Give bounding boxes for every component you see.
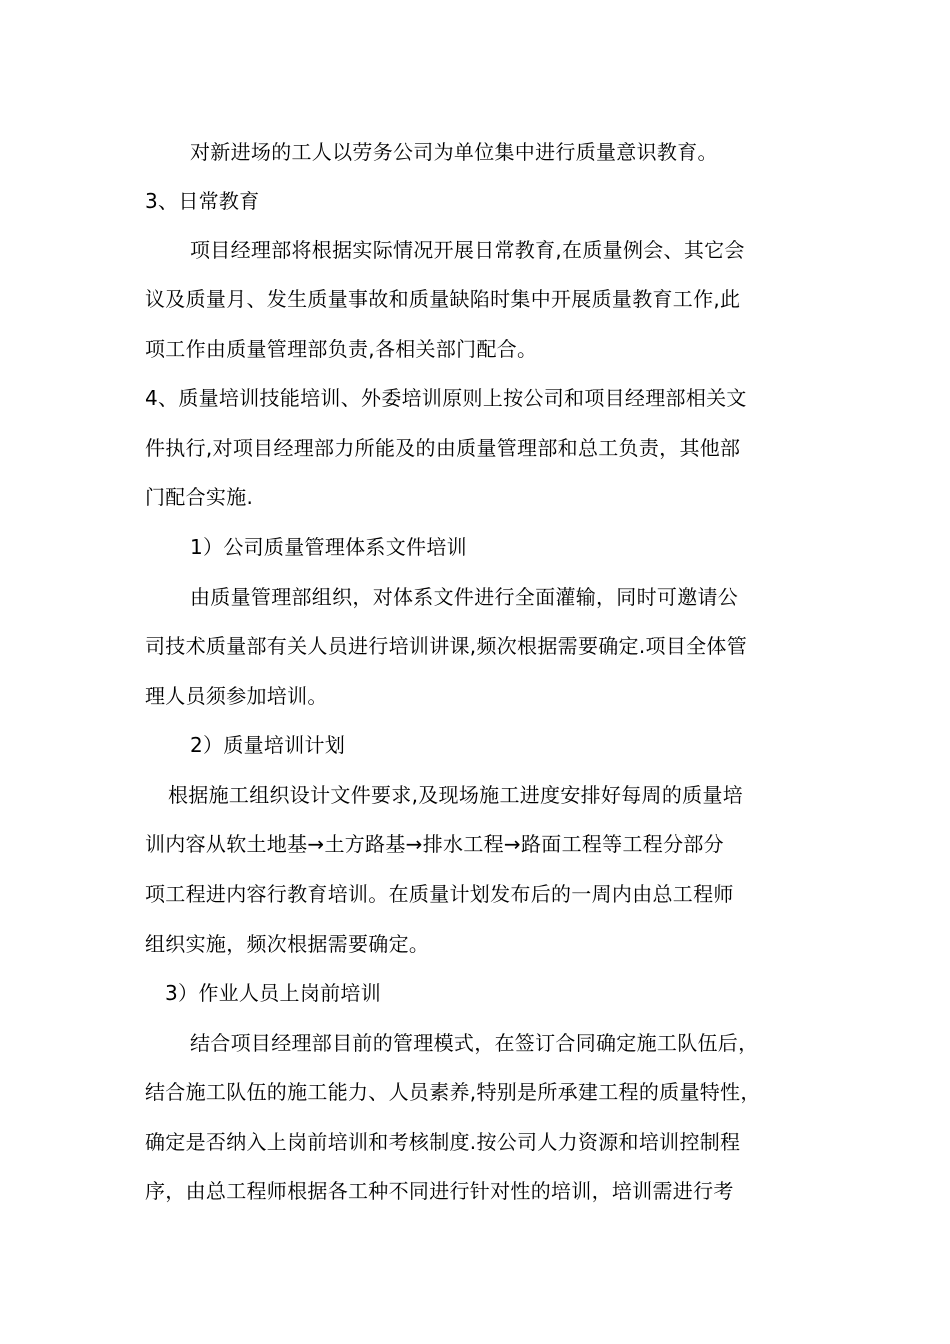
paragraph-line: 理人员须参加培训。	[145, 684, 328, 708]
paragraph-line: 结合项目经理部目前的管理模式，在签订合同确定施工队伍后，	[190, 1031, 759, 1055]
paragraph-line: 训内容从软土地基→土方路基→排水工程→路面工程等工程分部分	[145, 832, 724, 856]
paragraph-line: 对新进场的工人以劳务公司为单位集中进行质量意识教育。	[190, 140, 718, 164]
subsection-heading: 3）作业人员上岗前培训	[165, 981, 382, 1005]
paragraph-line: 组织实施，频次根据需要确定。	[145, 932, 430, 956]
paragraph-line: 项工程进内容行教育培训。在质量计划发布后的一周内由总工程师	[145, 882, 734, 906]
paragraph-line: 项工作由质量管理部负责,各相关部门配合。	[145, 337, 538, 361]
paragraph-line: 项目经理部将根据实际情况开展日常教育,在质量例会、其它会	[190, 238, 745, 262]
paragraph-line: 结合施工队伍的施工能力、人员素养,特别是所承建工程的质量特性，	[145, 1080, 761, 1104]
paragraph-line: 确定是否纳入上岗前培训和考核制度.按公司人力资源和培训控制程	[145, 1130, 741, 1154]
paragraph-line: 议及质量月、发生质量事故和质量缺陷时集中开展质量教育工作,此	[145, 287, 741, 311]
paragraph-line: 根据施工组织设计文件要求,及现场施工进度安排好每周的质量培	[168, 783, 744, 807]
paragraph-line: 司技术质量部有关人员进行培训讲课,频次根据需要确定.项目全体管	[145, 634, 748, 658]
paragraph-line: 门配合实施.	[145, 485, 254, 509]
paragraph-line: 序，由总工程师根据各工种不同进行针对性的培训，培训需进行考	[145, 1179, 734, 1203]
section-heading: 3、日常教育	[145, 189, 260, 213]
subsection-heading: 1）公司质量管理体系文件培训	[190, 535, 467, 559]
paragraph-line: 由质量管理部组织，对体系文件进行全面灌输，同时可邀请公	[190, 585, 739, 609]
subsection-heading: 2）质量培训计划	[190, 733, 346, 757]
paragraph-line: 件执行,对项目经理部力所能及的由质量管理部和总工负责，其他部	[145, 436, 741, 460]
section-heading: 4、质量培训技能培训、外委培训原则上按公司和项目经理部相关文	[145, 386, 747, 410]
